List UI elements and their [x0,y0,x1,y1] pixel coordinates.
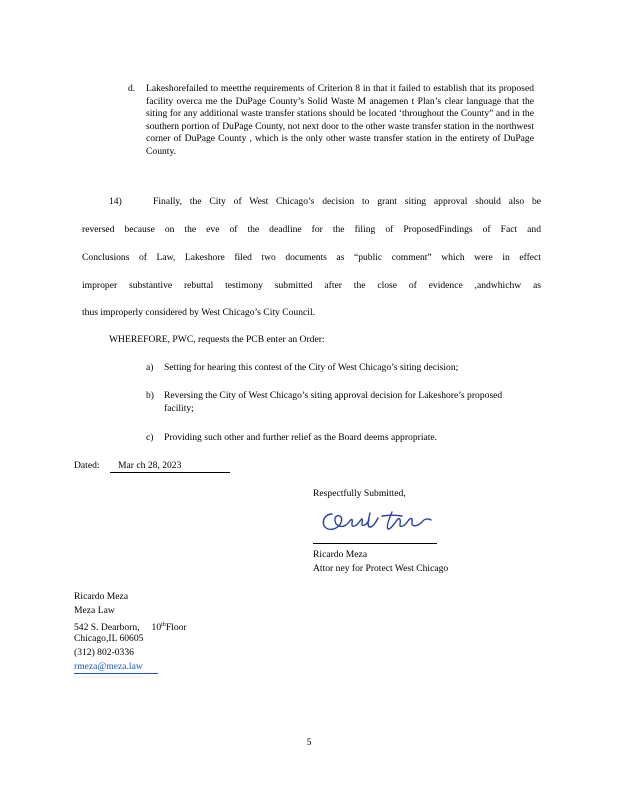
criterion-item-d [128,83,534,158]
wherefore-clause: WHEREFORE, PWC, requests the PCB enter an Order: [109,334,325,345]
paragraph-14-line-3: Conclusions of Law, Lakeshore filed two documents as “public comment” which were in effect [82,252,541,263]
paragraph-14-first-line [109,196,541,208]
address-email-wrap [74,661,158,674]
relief-item-a [146,362,534,375]
signature-image [318,505,438,537]
address-phone: (312) 802-0336 [74,647,134,658]
address-street [74,619,187,634]
relief-marker: a) [146,362,154,373]
address-city: Chicago,IL 60605 [74,633,144,644]
relief-marker: c) [146,432,154,443]
relief-text: Reversing the City of West Chicago’s siting approval decision for Lakeshore’s proposed facility; [164,390,503,414]
dated-line [74,460,230,473]
email-link[interactable]: rmeza@meza.law [74,661,158,674]
address-firm: Meza Law [74,605,115,616]
floor-superscript: th [161,622,166,628]
relief-item-b [146,390,534,415]
relief-text: Providing such other and further relief as the Board deems appropriate. [164,432,438,443]
signature-line [313,543,437,544]
paragraph-14-line-1: Finally, the City of West Chicago’s decision to grant siting approval should also be [153,196,541,207]
signer-name: Ricardo Meza [313,549,368,560]
paragraph-14-line-5: thus improperly considered by West Chicago’s City Council. [82,307,316,318]
dated-label: Dated: [74,460,100,471]
closing-text: Respectfully Submitted, [313,488,406,499]
street-prefix: 542 S. Dearborn, [74,622,140,634]
relief-item-c [146,432,534,445]
dated-value: Mar ch 28, 2023 [110,460,230,473]
item-d-text: Lakeshorefailed to meetthe requirements of Criterion 8 in that it failed to establish that its proposed facility overca me the DuPage County’s Solid Waste M anagemen t Plan’s clear language that the siting for any additional waste transfer stations should be located ‘throughout the County” and in the southern portion of DuPage County, not next door to the other waste transfer station in the northwest corner of DuPage County , which is the only other waste transfer station in the entirety of DuPage County. [146,83,534,157]
floor-number: 10 [151,622,162,634]
paragraph-number: 14) [109,196,122,207]
signer-title: Attor ney for Protect West Chicago [313,563,449,574]
address-name: Ricardo Meza [74,591,129,602]
relief-text: Setting for hearing this contest of the City of West Chicago’s siting decision; [164,362,459,373]
paragraph-14-line-4: improper substantive rebuttal testimony submitted after the close of evidence ,andwhichw as [82,280,541,291]
paragraph-14-line-2: reversed because on the eve of the deadline for the filing of ProposedFindings of Fact and [82,224,541,235]
relief-marker: b) [146,390,154,401]
page-number: 5 [306,737,312,748]
signature-hidden-text: Ricardo Meza [318,505,324,506]
floor-word: Floor [165,622,187,634]
item-marker: d. [128,83,136,94]
